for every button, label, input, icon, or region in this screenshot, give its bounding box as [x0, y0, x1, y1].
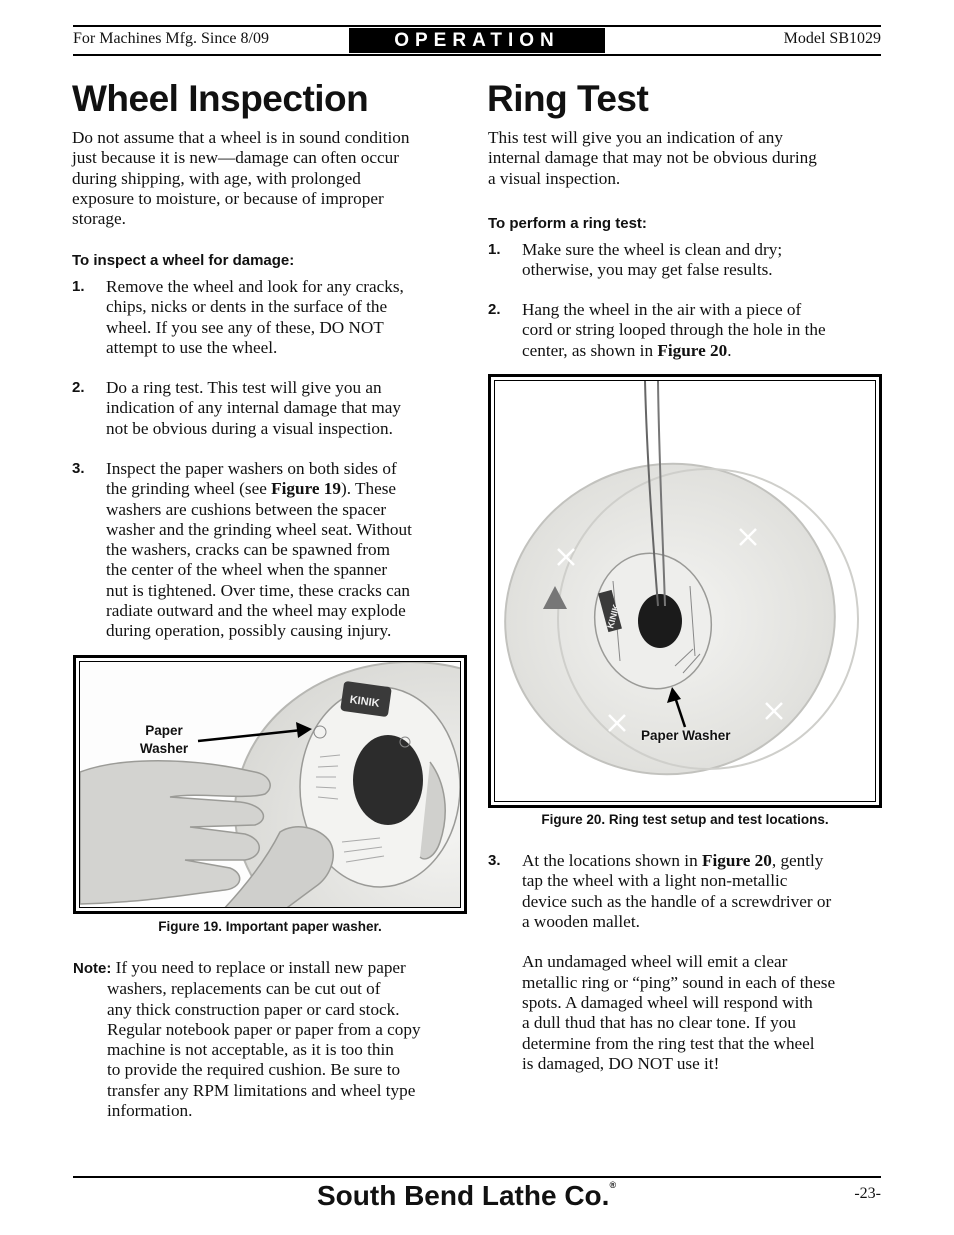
paper-washer-callout: Paper Washer [139, 723, 189, 756]
inspect-step-3: 3. Inspect the paper washers on both sides of the grinding wheel (see Figure 19). These washers are cushions between the spacer washer and the grinding wheel seat. Without the washers, cracks can be spawned from the center of the wheel when the spanner nut is tightened. Over time, these cracks can radiate outward and the wheel may explode during operation, possibly causing injury. [72, 459, 412, 641]
inspect-step-2: 2. Do a ring test. This test will give you an indication of any internal damage that may not be obvious during a visual inspection. [72, 378, 401, 438]
wheel-inspection-intro: Do not assume that a wheel is in sound condition just because it is new—damage can often occur during shipping, with age, with prolonged exposure to moisture, or because of improper storage. [72, 128, 410, 229]
figure-19 [73, 655, 467, 914]
figure-19-caption: Figure 19. Important paper washer. [158, 919, 382, 934]
footer-rule [73, 1176, 881, 1178]
wheel-brand-logo: KINIK [348, 693, 381, 710]
header-machines-note: For Machines Mfg. Since 8/09 [73, 30, 269, 47]
header-model: Model SB1029 [783, 30, 881, 47]
ring-step-3: 3. At the locations shown in Figure 20, gently tap the wheel with a light non-metallic device such as the handle of a screwdriver or a wooden mallet. An undamaged wheel will emit a clear metallic ring or “ping” sound in each of these spots. A damaged wheel will respond with a dull thud that has no clear tone. If you determine from the ring test that the wheel is damaged, DO NOT use it! [488, 851, 836, 1073]
ring-step-2: 2. Hang the wheel in the air with a piece of cord or string looped through the hole in the center, as shown in Figure 20. [488, 300, 826, 360]
section-tab: OPERATION [349, 28, 605, 53]
ring-test-intro: This test will give you an indication of any internal damage that may not be obvious during a visual inspection. [488, 128, 817, 188]
figure-20 [488, 374, 882, 808]
paper-washer-callout-2: Paper Washer [641, 728, 731, 743]
ring-test-subheading: To perform a ring test: [488, 215, 647, 232]
note-block: Note: If you need to replace or install new paper washers, replacements can be cut out of any thick construction paper or card stock. Regular notebook paper or paper from a copy machine is not acceptable, as it is too thin to provide the required cushion. Be sure to transfer any RPM limitations and wheel type information. [73, 958, 421, 1121]
ring-test-title: Ring Test [487, 78, 649, 119]
wheel-inspection-title: Wheel Inspection [72, 78, 369, 119]
note-label: Note: [73, 960, 112, 977]
wheel-brand-logo-2: KINIK [605, 603, 622, 630]
footer-brand-logo: South Bend Lathe Co.® [317, 1180, 617, 1211]
inspect-subheading: To inspect a wheel for damage: [72, 252, 295, 269]
inspect-step-1: 1. Remove the wheel and look for any cracks, chips, nicks or dents in the surface of the wheel. If you see any of these, DO NOT attempt to use the wheel. [72, 277, 404, 357]
page-number: -23- [854, 1185, 881, 1202]
paper-washer-photo [80, 662, 461, 908]
ring-step-1: 1. Make sure the wheel is clean and dry; otherwise, you may get false results. [488, 240, 783, 280]
header-rule-bottom [73, 54, 881, 56]
figure-20-caption: Figure 20. Ring test setup and test locations. [541, 812, 829, 827]
header-rule-top [73, 25, 881, 27]
